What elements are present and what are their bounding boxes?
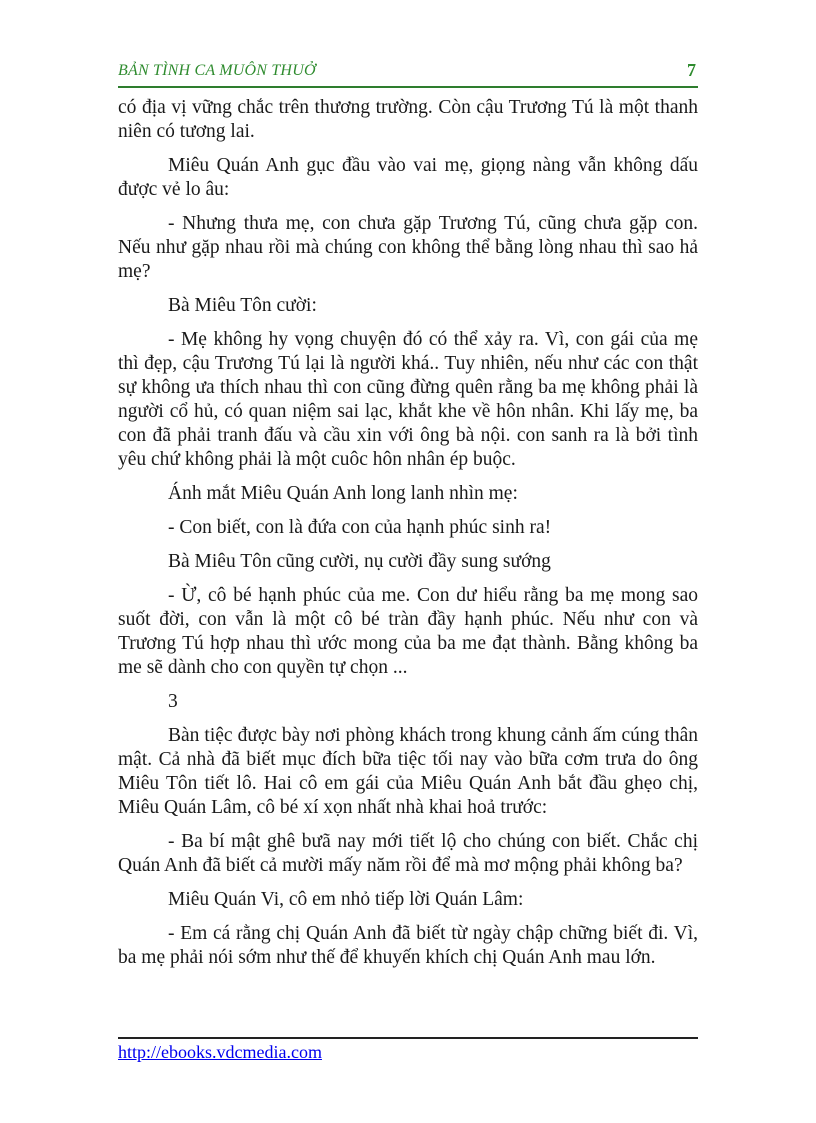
paragraph: có địa vị vững chắc trên thương trường. Còn cậu Trương Tú là một thanh niên có tương lai.	[118, 97, 698, 142]
paragraph: - Con biết, con là đứa con của hạnh phúc sinh ra!	[168, 517, 552, 538]
paragraph: Bà Miêu Tôn cười:	[168, 295, 317, 316]
paragraph: - Ba bí mật ghê bưã nay mới tiết lộ cho chúng con biết. Chắc chị Quán Anh đã biết cả mười mấy năm rồi để mà mơ mộng phải không ba?	[118, 831, 698, 876]
page-body	[118, 96, 698, 980]
paragraph: - Em cá rằng chị Quán Anh đã biết từ ngày chập chững biết đi. Vì, ba mẹ phải nói sớm như thế để khuyến khích chị Quán Anh mau lớn.	[118, 923, 698, 968]
paragraph: Bàn tiệc được bày nơi phòng khách trong khung cảnh ấm cúng thân mật. Cả nhà đã biết mục đích bữa tiệc tối nay vào bữa cơm trưa do ông Miêu Tôn tiết lô. Hai cô em gái của Miêu Quán Anh bắt đầu ghẹo chị, Miêu Quán Lâm, cô bé xí xọn nhất nhà khai hoả trước:	[118, 725, 698, 818]
paragraph: Bà Miêu Tôn cũng cười, nụ cười đầy sung sướng	[168, 551, 551, 572]
paragraph: - Ừ, cô bé hạnh phúc của me. Con dư hiểu rằng ba mẹ mong sao suốt đời, con vẫn là một cô bé tràn đầy hạnh phúc. Nếu như con và Trương Tú hợp nhau thì ước mong của ba me đạt thành. Bằng không ba me sẽ dành cho con quyền tự chọn ...	[118, 585, 698, 678]
paragraph: Miêu Quán Vi, cô em nhỏ tiếp lời Quán Lâm:	[168, 889, 524, 910]
footer-divider	[118, 1037, 698, 1039]
paragraph: Miêu Quán Anh gục đầu vào vai mẹ, giọng nàng vẫn không dấu được vẻ lo âu:	[118, 155, 698, 200]
running-header	[118, 60, 698, 88]
paragraph: Ánh mắt Miêu Quán Anh long lanh nhìn mẹ:	[168, 483, 518, 504]
section-number: 3	[168, 691, 178, 712]
paragraph: - Nhưng thưa mẹ, con chưa gặp Trương Tú, cũng chưa gặp con. Nếu như gặp nhau rồi mà chúng con không thể bằng lòng nhau thì sao hả mẹ?	[118, 213, 698, 282]
paragraph: - Mẹ không hy vọng chuyện đó có thể xảy ra. Vì, con gái của mẹ thì đẹp, cậu Trương Tú lại là người khá.. Tuy nhiên, nếu như các con thật sự không ưa thích nhau thì con cũng đừng quên rằng ba mẹ không phải là người cổ hủ, có quan niệm sai lạc, khắt khe về hôn nhân. Khi lấy mẹ, ba con đã phải tranh đấu và cầu xin với ông bà nội. con sanh ra là bởi tình yêu chứ không phải là một cuôc hôn nhân ép buộc.	[118, 329, 698, 470]
footer-ebooks-link[interactable]: http://ebooks.vdcmedia.com	[118, 1042, 322, 1062]
book-title: BẢN TÌNH CA MUÔN THUỞ	[118, 62, 316, 79]
page-number: 7	[687, 60, 696, 80]
